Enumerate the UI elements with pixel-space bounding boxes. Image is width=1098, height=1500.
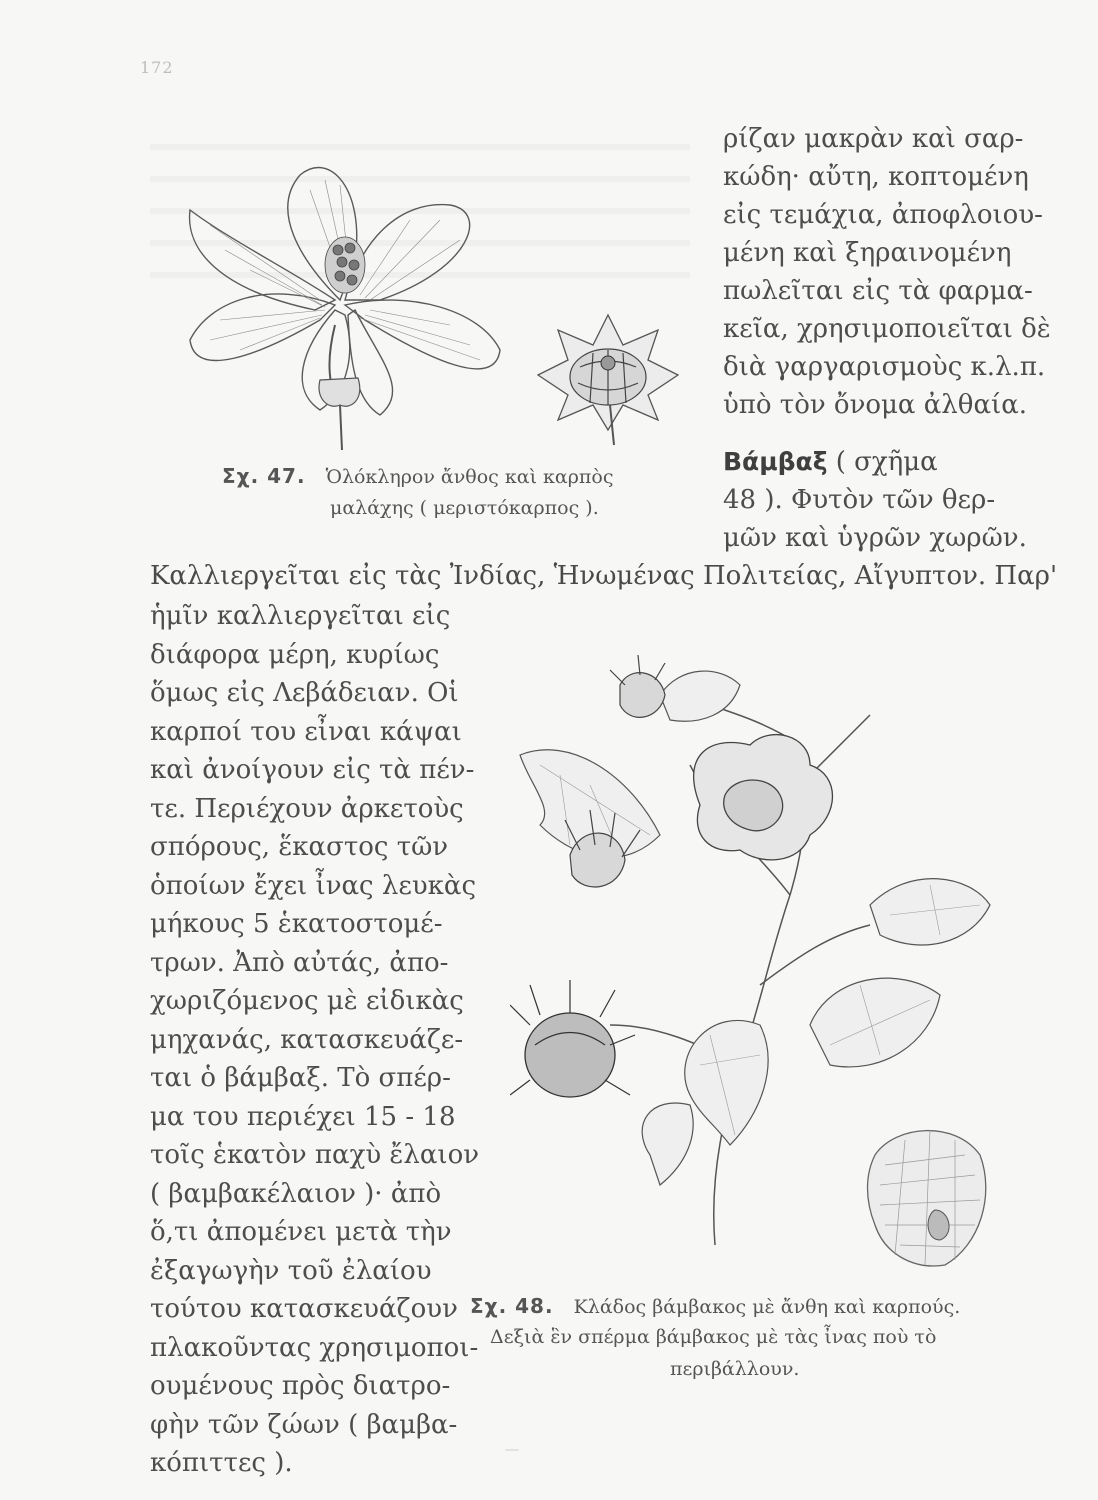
text-line: τοῖς ἑκατὸν παχὺ ἔλαιον bbox=[150, 1140, 480, 1170]
figure-47-label: Σχ. 47. bbox=[222, 464, 306, 488]
text-line: ὑπὸ τὸν ὄνομα ἀλθαία. bbox=[723, 390, 1028, 420]
text-line: κόπιττες ). bbox=[150, 1448, 293, 1478]
figure-48-caption-line3: περιβάλλουν. bbox=[670, 1358, 800, 1380]
text-line: χωριζόμενος μὲ εἰδικὰς bbox=[150, 986, 464, 1016]
text-line: τε. Περιέχουν ἀρκετοὺς bbox=[150, 793, 464, 824]
figure-47-caption bbox=[222, 462, 614, 491]
text-line: πωλεῖται εἰς τὰ φαρμα- bbox=[723, 276, 1033, 306]
text-line: ( βαμβακέλαιον )· ἀπὸ bbox=[150, 1178, 442, 1209]
text-line: τρων. Ἀπὸ αὐτάς, ἀπο- bbox=[150, 947, 449, 978]
text-line: καὶ ἀνοίγουν εἰς τὰ πέν- bbox=[150, 755, 475, 785]
cotton-seed-illustration bbox=[855, 1115, 995, 1275]
text-line: εἰς τεμάχια, ἀποφλοιου- bbox=[723, 200, 1043, 230]
text-line: ὅ,τι ἀπομένει μετὰ τὴν bbox=[150, 1217, 452, 1247]
footer-mark: — bbox=[505, 1442, 519, 1458]
text-line: μένη καὶ ξηραινομένη bbox=[723, 238, 1012, 268]
text-line bbox=[150, 713, 479, 752]
full-width-line: Καλλιεργεῖται εἰς τὰς Ἰνδίας, Ἡνωμένας Πολιτείας, Αἴγυπτον. Παρ' bbox=[150, 561, 1058, 591]
left-column-paragraph bbox=[150, 597, 479, 1483]
text-line: διὰ γαργαρισμοὺς κ.λ.π. bbox=[723, 352, 1046, 382]
text-line: σπόρους, ἕκαστος τῶν bbox=[150, 832, 449, 862]
text-line: μῶν καὶ ὑγρῶν χωρῶν. bbox=[723, 523, 1027, 553]
mallow-flower-illustration bbox=[150, 150, 530, 450]
figure-48-caption-line1: Κλάδος βάμβακος μὲ ἄνθη καὶ καρπούς. bbox=[573, 1296, 961, 1318]
text-line: ρίζαν μακρὰν καὶ σαρ- bbox=[723, 124, 1024, 154]
text-line: μήκους 5 ἑκατοστομέ- bbox=[150, 909, 443, 939]
figure-47-caption-line1: Ὁλόκληρον ἄνθος καὶ καρπὸς bbox=[325, 466, 614, 488]
text-line: κεῖα, χρησιμοποιεῖται δὲ bbox=[723, 314, 1051, 344]
text-line: ἡμῖν καλλιεργεῖται εἰς bbox=[150, 601, 451, 631]
text-line: διάφορα μέρη, κυρίως bbox=[150, 639, 440, 670]
text-line: ὁποίων ἔχει ἶνας λευκὰς bbox=[150, 870, 477, 901]
text-line: μα του περιέχει 15 - 18 bbox=[150, 1101, 456, 1132]
text-line: πλακοῦντας χρησιμοποι- bbox=[150, 1332, 479, 1363]
text-line-italic: καρποί του εἶναι κάψαι bbox=[150, 716, 462, 747]
heading-rest: ( σχῆμα bbox=[827, 447, 938, 477]
text-line: κώδη· αὔτη, κοπτομένη bbox=[723, 162, 1029, 192]
right-column-paragraph bbox=[723, 120, 1051, 424]
heading-term: Βάμβαξ bbox=[723, 447, 828, 476]
figure-48-caption bbox=[470, 1292, 960, 1321]
text-line: 48 ). Φυτὸν τῶν θερ- bbox=[723, 485, 996, 515]
text-line: ἐξαγωγὴν τοῦ ἐλαίου bbox=[150, 1255, 432, 1286]
section-heading bbox=[723, 443, 938, 481]
text-line: τούτου κατασκευάζουν bbox=[150, 1294, 458, 1324]
page-number: 172 bbox=[140, 58, 174, 77]
mallow-fruit-illustration bbox=[528, 305, 688, 445]
text-line: ὅμως εἰς Λεβάδειαν. Οἱ bbox=[150, 678, 459, 708]
text-line: φὴν τῶν ζώων ( βαμβα- bbox=[150, 1409, 458, 1440]
right-column-continued bbox=[723, 481, 1027, 557]
text-line: ται ὁ βάμβαξ. Τὸ σπέρ- bbox=[150, 1063, 451, 1093]
figure-47-caption-line2: μαλάχης ( μεριστόκαρπος ). bbox=[330, 497, 599, 519]
figure-48-caption-line2: Δεξιὰ ἓν σπέρμα βάμβακος μὲ τὰς ἶνας ποὺ τὸ bbox=[490, 1326, 937, 1348]
text-line: ουμένους πρὸς διατρο- bbox=[150, 1371, 451, 1401]
figure-48-label: Σχ. 48. bbox=[470, 1294, 554, 1318]
text-line: μηχανάς, κατασκευάζε- bbox=[150, 1024, 464, 1055]
